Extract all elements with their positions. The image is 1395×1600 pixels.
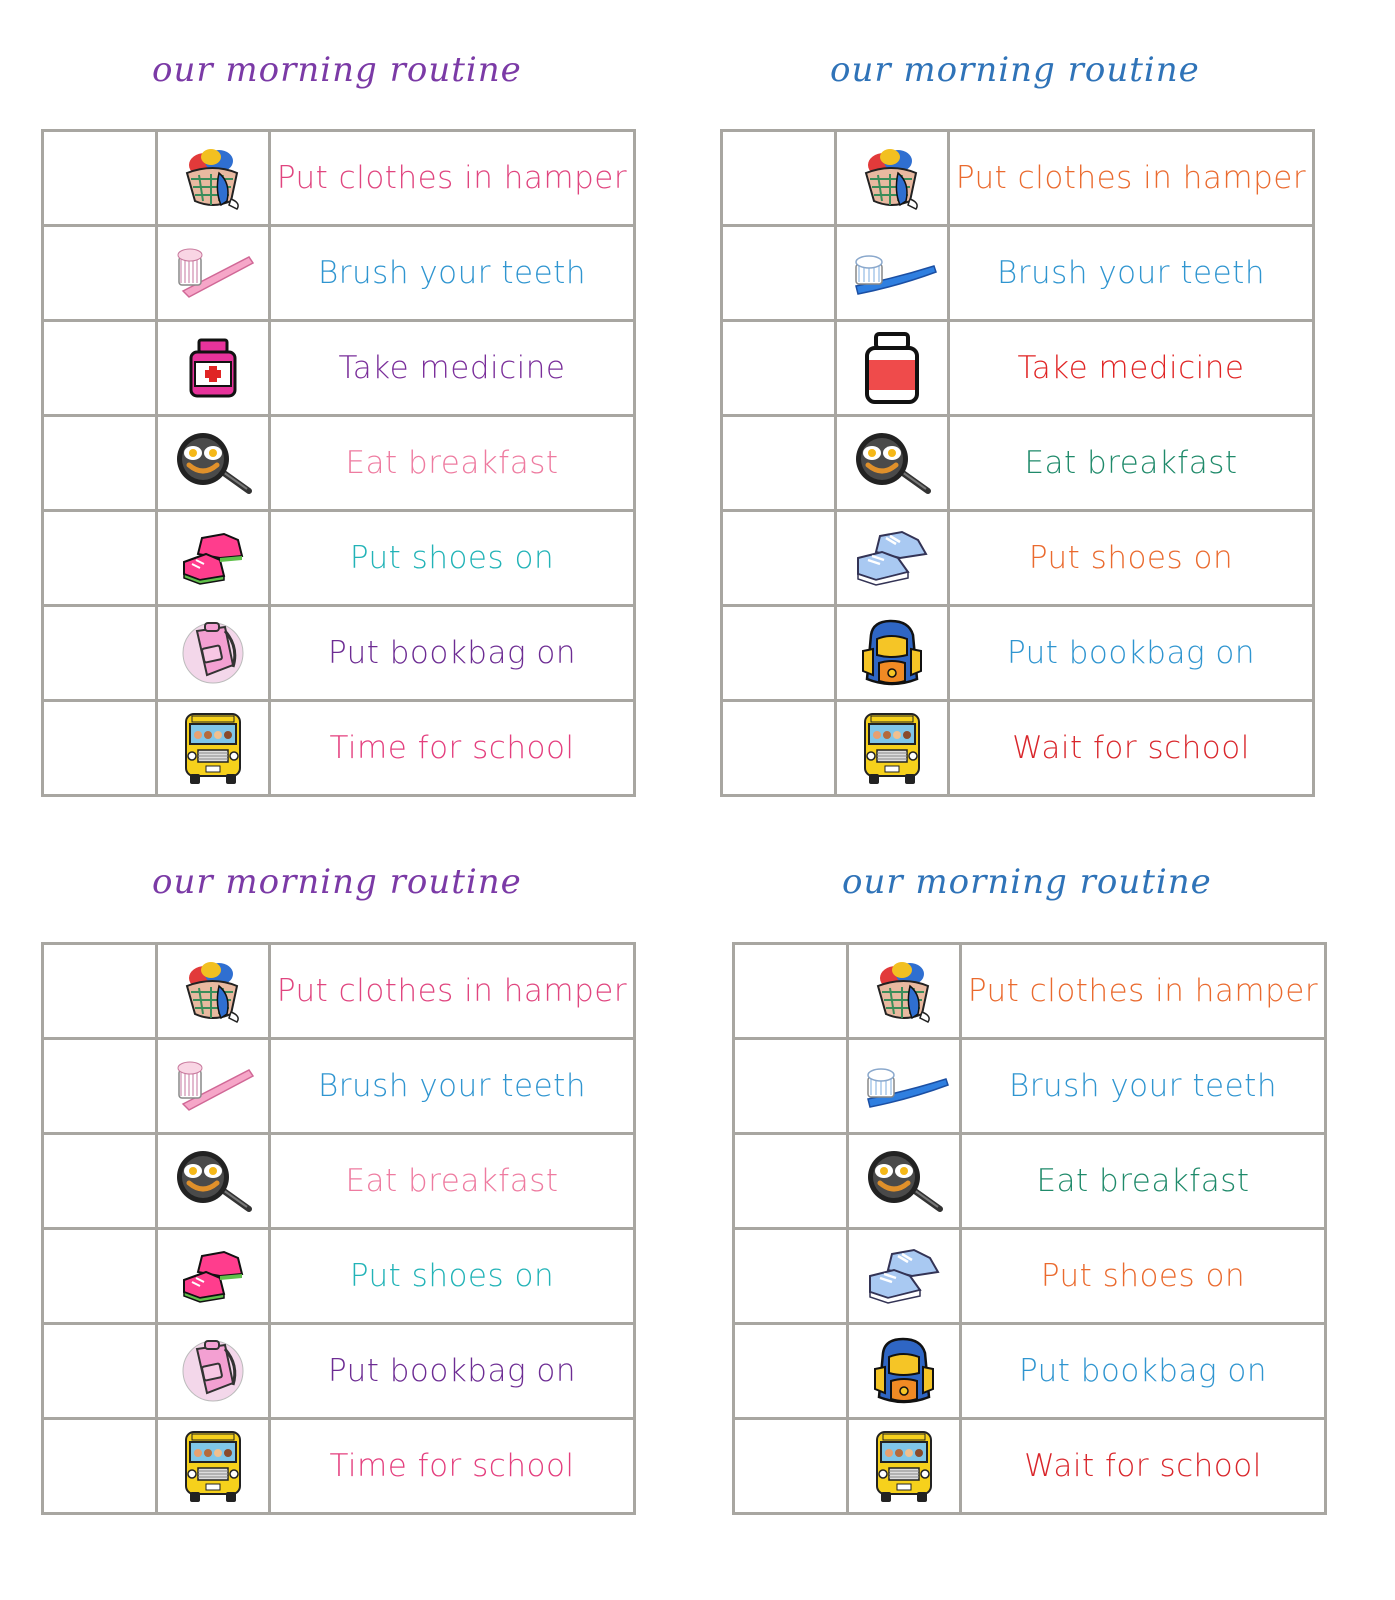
routine-row xyxy=(722,511,1314,606)
checkbox-cell[interactable] xyxy=(43,1134,157,1229)
pink-sneakers-icon xyxy=(157,1229,270,1324)
pink-medicine-bottle-icon xyxy=(157,321,270,416)
checkbox-cell[interactable] xyxy=(43,131,157,226)
pink-toothbrush-icon xyxy=(157,1039,270,1134)
task-label: Brush your teeth xyxy=(961,1039,1326,1134)
checkbox-cell[interactable] xyxy=(722,321,836,416)
checkbox-cell[interactable] xyxy=(722,701,836,796)
routine-row xyxy=(43,1039,635,1134)
routine-table xyxy=(720,129,1315,797)
task-label: Put shoes on xyxy=(949,511,1314,606)
routine-table xyxy=(732,942,1327,1515)
task-label: Take medicine xyxy=(949,321,1314,416)
task-label: Put shoes on xyxy=(270,1229,635,1324)
task-label: Eat breakfast xyxy=(961,1134,1326,1229)
frying-pan-eggs-icon xyxy=(836,416,949,511)
pink-toothbrush-icon xyxy=(157,226,270,321)
laundry-basket-icon xyxy=(157,944,270,1039)
routine-row xyxy=(43,1229,635,1324)
task-label: Eat breakfast xyxy=(949,416,1314,511)
school-bus-icon xyxy=(836,701,949,796)
blue-sneakers-icon xyxy=(836,511,949,606)
checkbox-cell[interactable] xyxy=(722,416,836,511)
routine-row xyxy=(734,1419,1326,1514)
task-label: Time for school xyxy=(270,1419,635,1514)
checkbox-cell[interactable] xyxy=(43,1419,157,1514)
task-label: Put clothes in hamper xyxy=(270,944,635,1039)
laundry-basket-icon xyxy=(848,944,961,1039)
routine-row xyxy=(722,416,1314,511)
routine-row xyxy=(734,1039,1326,1134)
task-label: Put shoes on xyxy=(270,511,635,606)
routine-row xyxy=(43,226,635,321)
pink-backpack-icon xyxy=(157,606,270,701)
routine-row xyxy=(43,1134,635,1229)
task-label: Brush your teeth xyxy=(270,1039,635,1134)
routine-row xyxy=(722,701,1314,796)
task-label: Time for school xyxy=(270,701,635,796)
routine-row xyxy=(43,511,635,606)
routine-row xyxy=(734,1324,1326,1419)
red-medicine-bottle-icon xyxy=(836,321,949,416)
checkbox-cell[interactable] xyxy=(43,701,157,796)
checkbox-cell[interactable] xyxy=(722,131,836,226)
checkbox-cell[interactable] xyxy=(722,511,836,606)
task-label: Put bookbag on xyxy=(961,1324,1326,1419)
task-label: Wait for school xyxy=(949,701,1314,796)
checkbox-cell[interactable] xyxy=(734,1419,848,1514)
task-label: Wait for school xyxy=(961,1419,1326,1514)
task-label: Brush your teeth xyxy=(949,226,1314,321)
routine-row xyxy=(43,944,635,1039)
task-label: Put clothes in hamper xyxy=(961,944,1326,1039)
routine-row xyxy=(734,1229,1326,1324)
checkbox-cell[interactable] xyxy=(722,606,836,701)
frying-pan-eggs-icon xyxy=(157,1134,270,1229)
routine-row xyxy=(722,131,1314,226)
task-label: Brush your teeth xyxy=(270,226,635,321)
checkbox-cell[interactable] xyxy=(43,606,157,701)
routine-row xyxy=(43,606,635,701)
blue-toothbrush-icon xyxy=(848,1039,961,1134)
chart-title: our morning routine xyxy=(830,50,1200,90)
checkbox-cell[interactable] xyxy=(43,511,157,606)
routine-row xyxy=(43,1419,635,1514)
checkbox-cell[interactable] xyxy=(734,1324,848,1419)
chart-title: our morning routine xyxy=(152,862,522,902)
checkbox-cell[interactable] xyxy=(43,416,157,511)
school-bus-icon xyxy=(848,1419,961,1514)
checkbox-cell[interactable] xyxy=(43,1039,157,1134)
task-label: Put clothes in hamper xyxy=(270,131,635,226)
routine-table xyxy=(41,942,636,1515)
checkbox-cell[interactable] xyxy=(734,944,848,1039)
routine-table xyxy=(41,129,636,797)
routine-row xyxy=(722,226,1314,321)
task-label: Put bookbag on xyxy=(270,1324,635,1419)
routine-row xyxy=(722,321,1314,416)
task-label: Put bookbag on xyxy=(949,606,1314,701)
checkbox-cell[interactable] xyxy=(43,1324,157,1419)
checkbox-cell[interactable] xyxy=(734,1229,848,1324)
checkbox-cell[interactable] xyxy=(734,1134,848,1229)
checkbox-cell[interactable] xyxy=(734,1039,848,1134)
school-bus-icon xyxy=(157,1419,270,1514)
task-label: Put clothes in hamper xyxy=(949,131,1314,226)
blue-sneakers-icon xyxy=(848,1229,961,1324)
laundry-basket-icon xyxy=(836,131,949,226)
pink-backpack-icon xyxy=(157,1324,270,1419)
chart-title: our morning routine xyxy=(152,50,522,90)
blue-backpack-icon xyxy=(848,1324,961,1419)
checkbox-cell[interactable] xyxy=(43,321,157,416)
task-label: Take medicine xyxy=(270,321,635,416)
pink-sneakers-icon xyxy=(157,511,270,606)
routine-row xyxy=(43,701,635,796)
chart-title: our morning routine xyxy=(842,862,1212,902)
routine-row xyxy=(43,416,635,511)
frying-pan-eggs-icon xyxy=(848,1134,961,1229)
laundry-basket-icon xyxy=(157,131,270,226)
checkbox-cell[interactable] xyxy=(43,226,157,321)
routine-row xyxy=(734,1134,1326,1229)
frying-pan-eggs-icon xyxy=(157,416,270,511)
task-label: Put shoes on xyxy=(961,1229,1326,1324)
routine-row xyxy=(734,944,1326,1039)
school-bus-icon xyxy=(157,701,270,796)
routine-row xyxy=(43,131,635,226)
checkbox-cell[interactable] xyxy=(43,1229,157,1324)
task-label: Eat breakfast xyxy=(270,1134,635,1229)
task-label: Put bookbag on xyxy=(270,606,635,701)
routine-row xyxy=(43,321,635,416)
checkbox-cell[interactable] xyxy=(722,226,836,321)
blue-backpack-icon xyxy=(836,606,949,701)
blue-toothbrush-icon xyxy=(836,226,949,321)
checkbox-cell[interactable] xyxy=(43,944,157,1039)
task-label: Eat breakfast xyxy=(270,416,635,511)
routine-row xyxy=(722,606,1314,701)
routine-row xyxy=(43,1324,635,1419)
